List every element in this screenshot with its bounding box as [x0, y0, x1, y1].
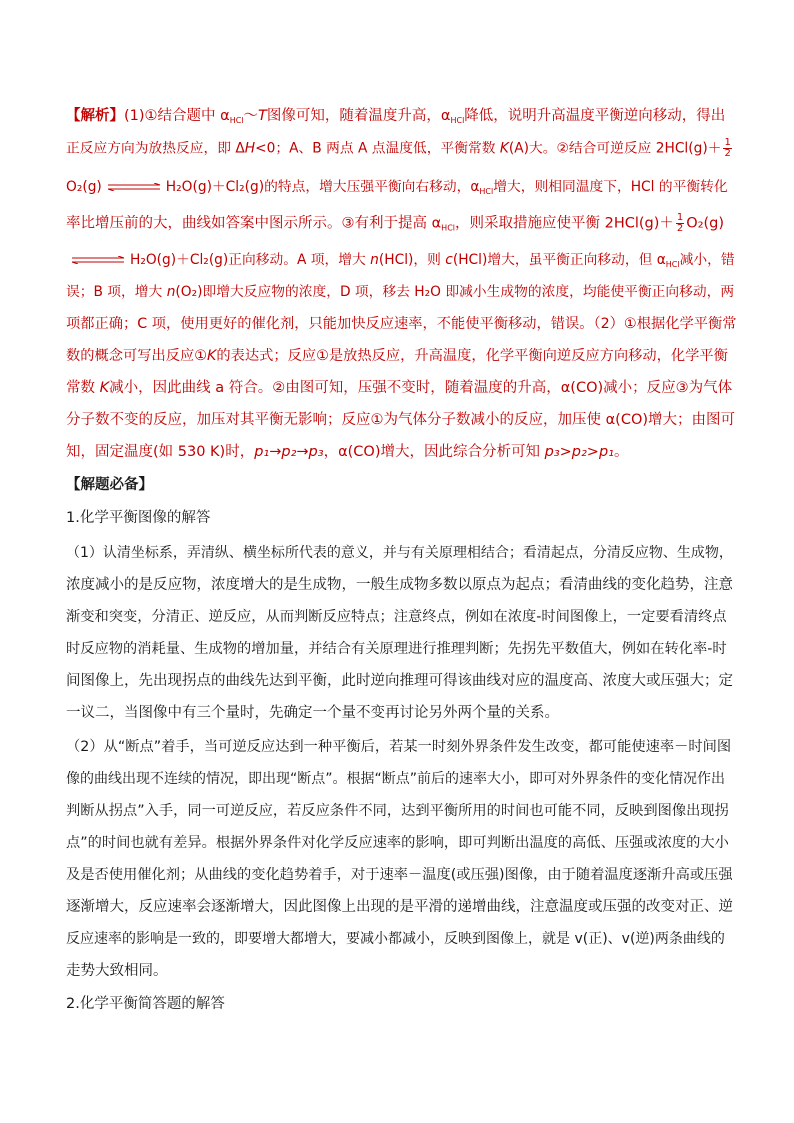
analysis-line-8: 数的概念可写出反应①K的表达式；反应①是放热反应，升高温度，化学平衡向逆反应方向移动，化学平衡	[66, 348, 728, 364]
subsection-title-2: 2.化学平衡简答题的解答	[66, 996, 225, 1012]
section-heading: 【解题必备】	[66, 477, 153, 493]
paragraph-line: 间图像上，先出现拐点的曲线先达到平衡，此时逆向推理可得该曲线对应的温度高、浓度大或压强大；定	[66, 673, 733, 689]
analysis-line-7: 项都正确；C 项，使用更好的催化剂，只能加快反应速率，不能使平衡移动，错误。（2）①根据化学平衡常	[66, 316, 737, 332]
paragraph-line: 浓度减小的是反应物，浓度增大的是生成物，一般生成物多数以原点为起点；看清曲线的变化趋势，注意	[66, 577, 733, 593]
paragraph-line: 及是否使用催化剂；从曲线的变化趋势着手，对于速率－温度(或压强)图像，由于随着温度逐渐升高或压强	[66, 867, 733, 883]
paragraph-line: 逐渐增大，反应速率会逐渐增大，因此图像上出现的是平滑的递增曲线，注意温度或压强的改变对正、逆	[66, 899, 733, 915]
analysis-line-5: H₂O(g)＋Cl₂(g)正向移动。A 项，增大 n(HCl)，则 c(HCl)增大，虽平衡正向移动，但 $\alpha_{HCl}$减小，错	[66, 250, 736, 275]
analysis-line-10: 分子数不变的反应，加压对其平衡无影响；反应①为气体分子数减小的反应，加压使 α(CO)增大；由图可	[66, 412, 736, 428]
analysis-line-3: O₂(g) H₂O(g)＋Cl₂(g)的特点，增大压强平衡向右移动，$\alpha_{HCl}$增大，则相同温度下，HCl 的平衡转化	[66, 179, 728, 196]
analysis-line-6: 误；B 项，增大 n(O₂)即增大反应物的浓度，D 项，移去 H₂O 即减小生成物的浓度，均能使平衡正向移动，两	[66, 284, 735, 300]
paragraph-line: （1）认清坐标系，弄清纵、横坐标所代表的意义，并与有关原理相结合；看清起点，分清反应物、生成物，	[66, 545, 733, 561]
analysis-line-11: 知，固定温度(如 530 K)时，p₁→p₂→p₃，α(CO)增大，因此综合分析可知 p₃>p₂>p₁。	[66, 444, 629, 460]
paragraph-line: 像的曲线出现不连续的情况，即出现“断点”。根据“断点”前后的速率大小，即可对外界条件的变化情况作出	[66, 771, 726, 787]
analysis-line-1: 【解析】(1)①结合题中 $\alpha_{HCl}\sim T$图像可知，随着温度升高，$\alpha_{HCl}$降低，说明升高温度平衡逆向移动，得出	[66, 108, 726, 125]
paragraph-line: 渐变和突变，分清正、逆反应，从而判断反应特点；注意终点，例如在浓度-时间图像上，一定要看清终点	[66, 609, 727, 625]
paragraph-line: 反应速率的影响是一致的，即要增大都增大，要减小都减小，反映到图像上，就是 v(正)、v(逆)两条曲线的	[66, 931, 725, 947]
analysis-line-2: 正反应方向为放热反应，即 ΔH<0；A、B 两点 A 点温度低，平衡常数 K(A)大。②结合可逆反应 2HCl(g)＋ $\frac{1}{2}$	[66, 137, 731, 159]
equilibrium-arrow-icon	[106, 183, 162, 191]
analysis-line-4: 率比增压前的大，曲线如答案中图示所示。③有利于提高 $\alpha_{HCl}$，则采取措施应使平衡 2HCl(g)＋ $\frac{1}{2}$ O₂(g)	[66, 212, 725, 234]
fraction-one-half-2: $\frac{1}{2}$	[676, 212, 684, 234]
paragraph-line: 点”的时间也就有差异。根据外界条件对化学反应速率的影响，即可判断出温度的高低、压强或浓度的大小	[66, 835, 729, 851]
paragraph-line: 判断从拐点”入手，同一可逆反应，若反应条件不同，达到平衡所用的时间也可能不同，反映到图像出现拐	[66, 803, 729, 819]
subsection-title-1: 1.化学平衡图像的解答	[66, 510, 211, 526]
analysis-line-9: 常数 K减小，因此曲线 a 符合。②由图可知，压强不变时，随着温度的升高，α(CO)减小；反应③为气体	[66, 380, 733, 396]
paragraph-line: 走势大致相同。	[66, 963, 168, 979]
analysis-heading: 【解析】	[66, 108, 124, 124]
paragraph-line: 时反应物的消耗量、生成物的增加量，并结合有关原理进行推理判断；先拐先平数值大，例如在转化率-时	[66, 641, 727, 657]
equilibrium-arrow-icon	[70, 256, 126, 264]
paragraph-line: （2）从“断点”着手，当可逆反应达到一种平衡后，若某一时刻外界条件发生改变，都可能使速率－时间图	[66, 739, 732, 755]
paragraph-line: 一议二，当图像中有三个量时，先确定一个量不变再讨论另外两个量的关系。	[66, 705, 559, 721]
fraction-one-half: $\frac{1}{2}$	[724, 137, 731, 159]
